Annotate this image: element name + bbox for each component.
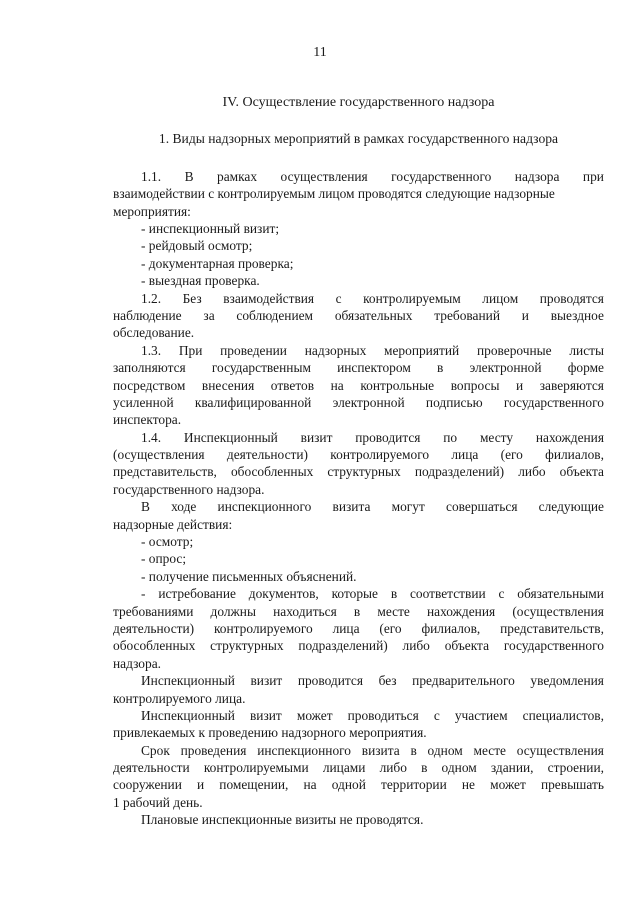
word: форме bbox=[567, 360, 604, 376]
word: соответствии bbox=[409, 586, 486, 602]
word: проводится bbox=[297, 673, 364, 689]
word: либо bbox=[518, 464, 546, 480]
word: и bbox=[516, 377, 524, 393]
word: 1.3. bbox=[141, 342, 162, 358]
paragraph-1-4 bbox=[113, 429, 604, 499]
list-item: - опрос; bbox=[141, 551, 187, 567]
text-line: надзора. bbox=[113, 655, 161, 671]
word: ответов bbox=[270, 377, 315, 393]
word: визита bbox=[361, 742, 400, 758]
word: в bbox=[410, 742, 417, 758]
word: Срок bbox=[141, 742, 170, 758]
text-line: государственного надзора. bbox=[113, 481, 265, 497]
word: В bbox=[184, 168, 194, 184]
word: электронной bbox=[469, 360, 542, 376]
word: - bbox=[141, 586, 146, 602]
word: территории bbox=[381, 777, 447, 793]
word: подразделений) bbox=[414, 464, 505, 480]
word: (осуществления bbox=[113, 447, 205, 463]
justified-line bbox=[113, 290, 604, 307]
word: могут bbox=[391, 499, 425, 515]
word: в bbox=[421, 760, 428, 776]
text-line: контролируемого лица. bbox=[113, 690, 246, 706]
word: участием bbox=[454, 707, 508, 723]
word: месте bbox=[377, 603, 410, 619]
paragraph-actions-intro bbox=[113, 498, 604, 533]
justified-line bbox=[113, 603, 604, 620]
list-item: - выездная проверка. bbox=[141, 273, 260, 289]
word: филиалов, bbox=[421, 620, 481, 636]
justified-line bbox=[113, 168, 604, 185]
paragraph-no-notice bbox=[113, 672, 604, 707]
word: сооружении bbox=[113, 777, 182, 793]
word: Инспекционный bbox=[141, 673, 235, 689]
word: в bbox=[436, 360, 444, 376]
word: инспекционного bbox=[257, 742, 351, 758]
word: превышать bbox=[540, 777, 604, 793]
word: контрольные bbox=[360, 377, 435, 393]
word: ходе bbox=[171, 499, 197, 515]
justified-line bbox=[113, 585, 604, 602]
word: Инспекционный bbox=[183, 429, 278, 445]
word: деятельности bbox=[113, 760, 190, 776]
justified-line bbox=[113, 672, 604, 689]
word: визит bbox=[300, 429, 333, 445]
word: усиленной bbox=[113, 394, 174, 410]
word: должны bbox=[210, 603, 256, 619]
word: При bbox=[178, 342, 203, 358]
word: лица bbox=[451, 447, 479, 463]
word: листы bbox=[569, 342, 604, 358]
justified-line bbox=[113, 463, 604, 480]
word: заверяются bbox=[539, 377, 604, 393]
word: государственного bbox=[503, 638, 604, 654]
text-line: Плановые инспекционные визиты не проводятся. bbox=[141, 812, 424, 828]
word: за bbox=[203, 307, 215, 323]
text-line: инспектора. bbox=[113, 412, 182, 428]
word: с bbox=[335, 290, 342, 306]
word: представительств, bbox=[113, 464, 217, 480]
justified-line bbox=[113, 776, 604, 793]
subsection-title: 1. Виды надзорных мероприятий в рамках государственного надзора bbox=[158, 131, 559, 147]
text-line: обследование. bbox=[113, 325, 195, 341]
word: представительств, bbox=[500, 620, 604, 636]
list-measures bbox=[113, 220, 604, 290]
word: 1.2. bbox=[141, 290, 162, 306]
word: структурных bbox=[327, 464, 401, 480]
word: которые bbox=[331, 586, 378, 602]
word: обязательными bbox=[517, 586, 604, 602]
text-line: привлекаемых к проведению надзорного мероприятия. bbox=[113, 725, 427, 741]
word: контролируемого bbox=[330, 447, 430, 463]
word: на bbox=[330, 377, 344, 393]
word: инспекционного bbox=[217, 499, 312, 515]
document-body bbox=[113, 94, 604, 829]
word: контролируемым bbox=[363, 290, 461, 306]
word: и bbox=[521, 307, 529, 323]
justified-line bbox=[113, 759, 604, 776]
word: (его bbox=[379, 620, 402, 636]
word: здании, bbox=[490, 760, 534, 776]
word: лицом bbox=[482, 290, 519, 306]
word: подписью bbox=[425, 394, 483, 410]
word: либо bbox=[402, 638, 430, 654]
word: государственного bbox=[503, 394, 604, 410]
justified-line bbox=[113, 498, 604, 515]
word: соблюдением bbox=[236, 307, 314, 323]
word: осуществления bbox=[516, 742, 604, 758]
word: уведомления bbox=[530, 673, 604, 689]
word: следующие bbox=[538, 499, 604, 515]
justified-line bbox=[113, 394, 604, 411]
word: может bbox=[296, 707, 333, 723]
text-line: мероприятия: bbox=[113, 203, 191, 219]
paragraph-1-1 bbox=[113, 168, 604, 220]
word: взаимодействия bbox=[223, 290, 315, 306]
word: лица bbox=[332, 620, 360, 636]
word: государственным bbox=[211, 360, 311, 376]
word: может bbox=[490, 777, 526, 793]
word: деятельности) bbox=[113, 620, 195, 636]
word: истребование bbox=[158, 586, 236, 602]
word: электронной bbox=[332, 394, 405, 410]
word: визит bbox=[250, 673, 283, 689]
word: нахождения bbox=[427, 603, 496, 619]
justified-line bbox=[113, 359, 604, 376]
word: структурных bbox=[210, 638, 284, 654]
list-item: - осмотр; bbox=[141, 534, 194, 550]
justified-line bbox=[113, 620, 604, 637]
text-line: взаимодействии с контролируемым лицом проводятся следующие надзорные bbox=[113, 186, 555, 202]
justified-line bbox=[113, 446, 604, 463]
word: документов, bbox=[248, 586, 319, 602]
paragraph-specialists bbox=[113, 707, 604, 742]
word: с bbox=[498, 586, 505, 602]
text-line: 1 рабочий день. bbox=[113, 794, 203, 810]
word: объекта bbox=[559, 464, 604, 480]
word: проверочные bbox=[476, 342, 552, 358]
word: филиалов, bbox=[545, 447, 604, 463]
word: 1.1. bbox=[141, 168, 162, 184]
word: (осуществления bbox=[512, 603, 604, 619]
word: проводятся bbox=[539, 290, 604, 306]
word: лицами bbox=[322, 760, 366, 776]
list-actions bbox=[113, 533, 604, 585]
word: надзорных bbox=[304, 342, 367, 358]
word: заполняются bbox=[113, 360, 186, 376]
word: визита bbox=[332, 499, 371, 515]
word: Инспекционный bbox=[141, 707, 235, 723]
word: одном bbox=[441, 760, 477, 776]
word: в bbox=[353, 603, 361, 619]
word: надзора bbox=[514, 168, 560, 184]
justified-line bbox=[113, 742, 604, 759]
word: в bbox=[390, 586, 398, 602]
word: Без bbox=[182, 290, 202, 306]
word: (его bbox=[500, 447, 523, 463]
word: проведении bbox=[220, 342, 287, 358]
word: проводиться bbox=[347, 707, 419, 723]
text-line: надзорные действия: bbox=[113, 516, 233, 532]
word: квалифицированной bbox=[194, 394, 312, 410]
word: государственного bbox=[391, 168, 492, 184]
word: выездное bbox=[550, 307, 604, 323]
word: внесения bbox=[201, 377, 255, 393]
paragraph-planned-visits bbox=[113, 811, 604, 828]
word: на bbox=[303, 777, 317, 793]
word: визит bbox=[249, 707, 282, 723]
paragraph-1-2 bbox=[113, 290, 604, 342]
word: обособленных bbox=[113, 638, 196, 654]
word: и bbox=[197, 777, 205, 793]
word: либо bbox=[379, 760, 407, 776]
justified-line bbox=[113, 707, 604, 724]
word: проводится bbox=[355, 429, 421, 445]
word: наблюдение bbox=[113, 307, 182, 323]
justified-line bbox=[113, 429, 604, 446]
word: по bbox=[443, 429, 458, 445]
word: одном bbox=[427, 742, 463, 758]
word: 1.4. bbox=[141, 429, 162, 445]
word: месте bbox=[473, 742, 506, 758]
list-item: - документарная проверка; bbox=[141, 255, 294, 271]
section-title: IV. Осуществление государственного надзора bbox=[222, 95, 495, 110]
word: без bbox=[378, 673, 397, 689]
word: В bbox=[141, 499, 150, 515]
word: требований bbox=[434, 307, 501, 323]
justified-line bbox=[113, 377, 604, 394]
word: специалистов, bbox=[522, 707, 604, 723]
word: посредством bbox=[113, 377, 186, 393]
word: одной bbox=[331, 777, 366, 793]
word: месту bbox=[479, 429, 514, 445]
word: контролируемыми bbox=[203, 760, 309, 776]
list-item: - получение письменных объяснений. bbox=[141, 568, 357, 584]
word: объекта bbox=[444, 638, 490, 654]
word: мероприятий bbox=[384, 342, 460, 358]
word: помещении, bbox=[219, 777, 289, 793]
word: находиться bbox=[273, 603, 337, 619]
word: обязательных bbox=[334, 307, 413, 323]
word: осуществления bbox=[280, 168, 368, 184]
page-number: 11 bbox=[313, 45, 327, 60]
word: строении, bbox=[547, 760, 604, 776]
paragraph-duration bbox=[113, 742, 604, 812]
word: подразделений) bbox=[298, 638, 388, 654]
word: с bbox=[433, 707, 440, 723]
word: при bbox=[582, 168, 604, 184]
word: инспектором bbox=[337, 360, 411, 376]
justified-line bbox=[113, 307, 604, 324]
paragraph-1-3 bbox=[113, 342, 604, 429]
word: предварительного bbox=[412, 673, 515, 689]
word: проведения bbox=[180, 742, 247, 758]
word: нахождения bbox=[535, 429, 604, 445]
word: контролируемого bbox=[213, 620, 313, 636]
paragraph-documents-demand bbox=[113, 585, 604, 672]
word: требованиями bbox=[113, 603, 194, 619]
word: вопросы bbox=[450, 377, 500, 393]
list-item: - инспекционный визит; bbox=[141, 220, 280, 236]
word: совершаться bbox=[446, 499, 518, 515]
word: обособленных bbox=[230, 464, 314, 480]
justified-line bbox=[113, 637, 604, 654]
word: рамках bbox=[217, 168, 258, 184]
word: не bbox=[461, 777, 475, 793]
list-item: - рейдовый осмотр; bbox=[141, 238, 253, 254]
justified-line bbox=[113, 342, 604, 359]
word: деятельности) bbox=[226, 447, 309, 463]
